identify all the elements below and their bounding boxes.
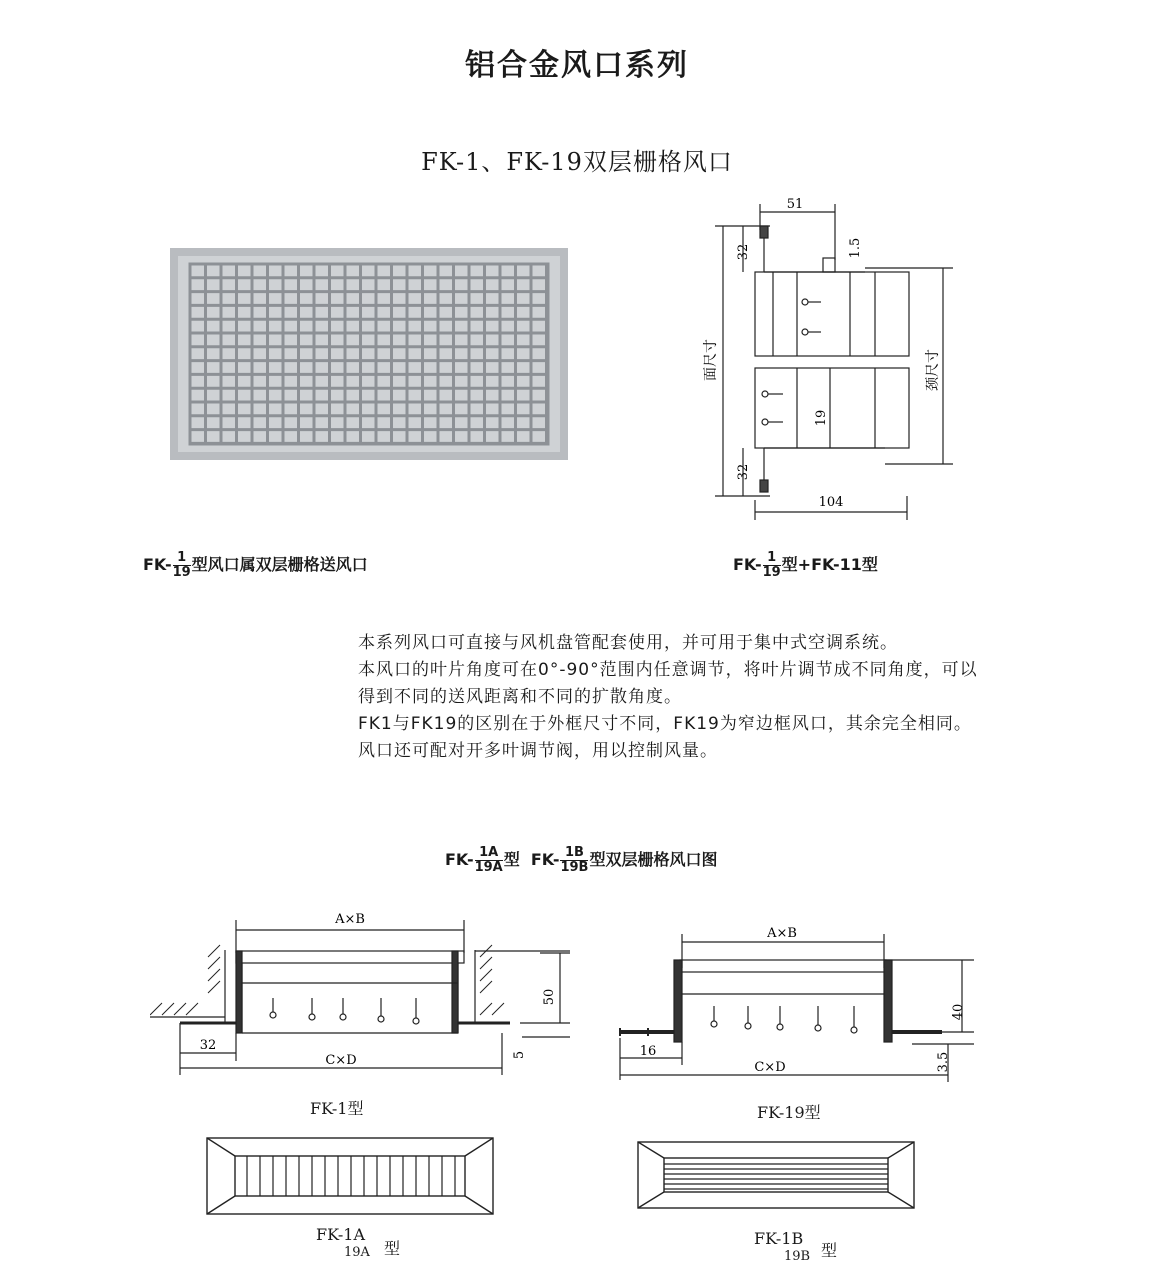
description [358,630,978,765]
dim-51: 51 [786,197,804,212]
fk1a-front-view [205,1136,495,1216]
fk1-dim-50: 50 [542,988,557,1006]
description-p1: 本系列风口可直接与风机盘管配套使用，并可用于集中式空调系统。 [358,633,898,653]
fk19-drawing [612,920,974,1085]
dim-104: 104 [818,495,844,510]
fk1b-suffix: 型 [821,1241,838,1260]
section-caption: FK- $\frac{1}{19}$ 型+FK-11型 [733,550,878,580]
fk1-drawing [150,905,570,1085]
page-subtitle: FK-1、FK-19双层栅格风口 [421,148,733,176]
fk1-label: FK-1型 [310,1099,364,1118]
fk1b-front-view [636,1140,916,1210]
photo-caption: FK- $\frac{1}{19}$ 型风口属双层栅格送风口 [143,550,368,580]
fk1a-label: FK-1A 19A [316,1225,370,1260]
description-p2: 本风口的叶片角度可在0°-90°范围内任意调节，将叶片调节成不同角度，可以得到不同的送风距离和不同的扩散角度。 [358,660,978,707]
dim-1-5: 1.5 [848,237,863,259]
fk19-dim-40: 40 [951,1003,966,1021]
dim-32-bottom: 32 [736,463,751,481]
fk19-label: FK-19型 [757,1103,821,1122]
diagram-title: FK- $\frac{1A}{19A}$ 型 FK- $\frac{1B}{19B}$ 型双层栅格风口图 [445,845,718,875]
fk1b-label: FK-1B 19B [754,1229,811,1264]
face-size-label: 面尺寸 [703,339,719,381]
fk1a-suffix: 型 [384,1239,401,1258]
neck-size-label: 颈尺寸 [925,349,941,391]
fk1-dim-cxd: C×D [325,1053,357,1068]
fk19-dim-cxd: C×D [754,1060,786,1075]
fk1-dim-32: 32 [199,1038,217,1053]
dim-32-top: 32 [736,243,751,261]
fk19-dim-16: 16 [639,1044,657,1059]
grille-photo [170,248,568,460]
section-drawing [675,190,965,530]
dim-19: 19 [814,409,829,427]
fk1-dim-axb: A×B [335,912,365,927]
fk19-dim-3-5: 3.5 [936,1051,951,1073]
fk1-dim-5: 5 [512,1050,527,1060]
fk19-dim-axb: A×B [767,926,797,941]
description-p3: FK1与FK19的区别在于外框尺寸不同，FK19为窄边框风口，其余完全相同。风口还可配对开多叶调节阀，用以控制风量。 [358,714,972,761]
page-title: 铝合金风口系列 [465,48,689,83]
